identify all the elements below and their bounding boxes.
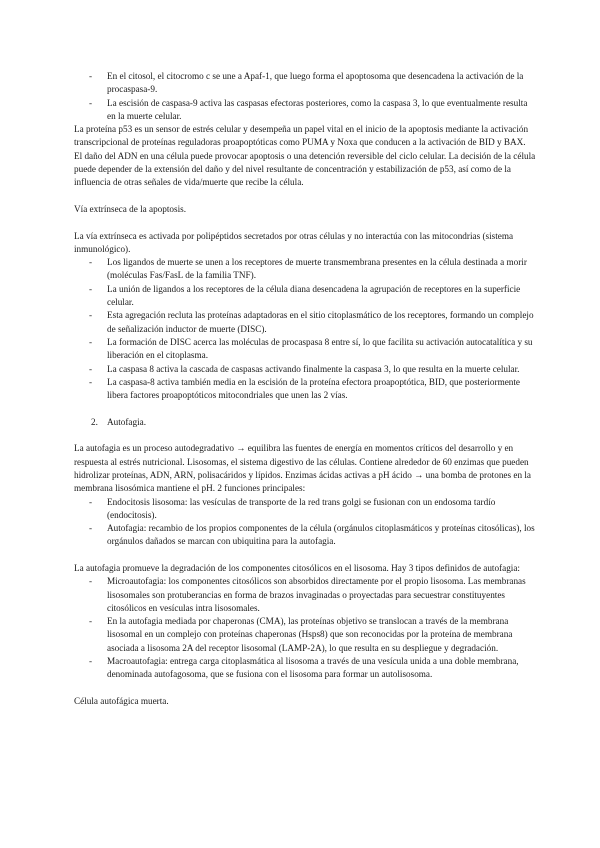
list-item: - La caspasa 8 activa la cascada de caspasas activando finalmente la caspasa 3, lo que resulta en la muerte celular. bbox=[74, 363, 536, 376]
dash-bullet: - bbox=[89, 310, 93, 321]
document-body bbox=[74, 70, 536, 708]
autophagy-types-intro: La autofagia promueve la degradación de los componentes citosólicos en el lisosoma. Hay 3 tipos definidos de autofagia: bbox=[74, 562, 520, 573]
dash-bullet: - bbox=[89, 71, 93, 81]
dash-bullet: - bbox=[89, 656, 93, 667]
dash-bullet: - bbox=[89, 336, 93, 347]
autophagy-intro: La autofagia es un proceso autodegradativo → equilibra las fuentes de energía en momentos críticos del desarrollo y en respuesta al estrés nutricional. Lisosomas, el sistema digestivo de las células. Contiene alrededor de 60 enzimas que pueden hidrolizar proteínas, ADN, ARN, polisacáridos y lípidos. Enzimas ácidas activas a pH ácido → una bomba de protones en la membrana lisosómica mantiene el pH. 2 funciones principales: bbox=[74, 443, 531, 494]
p53-paragraph: La proteína p53 es un sensor de estrés celular y desempeña un papel vital en el inicio de la apoptosis mediante la activación transcripcional de proteínas reguladoras proapoptóticas como PUMA y Noxa que conducen a la activación de BID y BAX. El daño del ADN en una célula puede provocar apoptosis o una detención reversible del ciclo celular. La decisión de la célula puede depender de la extensión del daño y del nivel resultante de concentración y estabilización de p53, así como de la influencia de otras señales de vida/muerte que recibe la célula. bbox=[74, 124, 536, 188]
dash-bullet: - bbox=[89, 283, 93, 294]
section-heading-autofagia: 2. Autofagia. bbox=[91, 416, 147, 427]
lysosome-functions-list bbox=[74, 496, 536, 549]
list-item: - Autofagia: recambio de los propios componentes de la célula (orgánulos citoplasmáticos y proteínas citosólicas), los orgánulos dañados se marcan con ubiquitina para la autofagia. bbox=[89, 523, 535, 547]
caspase-activation-list bbox=[74, 70, 536, 123]
dash-bullet: - bbox=[89, 376, 93, 387]
list-item: - La unión de ligandos a los receptores de la célula diana desencadena la agrupación de receptores en la superficie celular. bbox=[89, 283, 521, 308]
list-item: - Esta agregación recluta las proteínas adaptadoras en el sitio citoplasmático de los receptores, formando un complejo de señalización inductor de muerte (DISC). bbox=[89, 310, 534, 334]
dash-bullet: - bbox=[89, 523, 93, 534]
list-item: - Los ligandos de muerte se unen a los receptores de muerte transmembrana presentes en la célula destinada a morir (moléculas Fas/FasL de la familia TNF). bbox=[89, 257, 527, 281]
final-heading: Célula autofágica muerta. bbox=[74, 695, 169, 706]
extrinsic-heading: Vía extrínseca de la apoptosis. bbox=[74, 203, 186, 214]
list-item: - Endocitosis lisosoma: las vesículas de transporte de la red trans golgi se fusionan con un endosoma tardío (endocitosis). bbox=[89, 496, 496, 520]
dash-bullet: - bbox=[89, 616, 93, 627]
extrinsic-intro: La vía extrínseca es activada por polipéptidos secretados por otras células y no interactúa con las mitocondrias (sistema inmunológico). bbox=[74, 230, 514, 254]
list-item: - En la autofagia mediada por chaperonas (CMA), las proteínas objetivo se translocan a través de la membrana lisosomal en un complejo con proteínas chaperonas (Hsps8) que son reconocidas por la proteína de membrana asociada a lisosoma 2A del receptor lisosomal (LAMP-2A), lo que resulta en su despliegue y degradación. bbox=[89, 616, 513, 653]
autophagy-types-list bbox=[74, 575, 536, 681]
dash-bullet: - bbox=[89, 97, 93, 108]
dash-bullet: - bbox=[89, 257, 93, 268]
list-item: - Macroautofagia: entrega carga citoplasmática al lisosoma a través de una vesícula unida a una doble membrana, denominada autofagosoma, que se fusiona con el lisosoma para formar un autolisosoma. bbox=[89, 656, 519, 680]
dash-bullet: - bbox=[89, 576, 93, 587]
list-item: - La caspasa-8 activa también media en la escisión de la proteína efectora proapoptótica, BID, que posteriormente libera factores proapoptóticos mitocondriales que unen las 2 vías. bbox=[89, 376, 521, 401]
extrinsic-list bbox=[74, 256, 536, 402]
list-item: - En el citosol, el citocromo c se une a Apaf-1, que luego forma el apoptosoma que desencadena la activación de la procaspasa-9. bbox=[89, 71, 524, 95]
list-item: - Microautofagia: los componentes citosólicos son absorbidos directamente por el propio lisosoma. Las membranas lisosomales son protuberancias en forma de brazos invaginadas o proyectadas para secuestrar constituyentes citosólicos en vesículas intra lisosomales. bbox=[89, 576, 526, 613]
list-item: - La formación de DISC acerca las moléculas de procaspasa 8 entre sí, lo que facilita su activación autocatalítica y su liberación en el citoplasma. bbox=[89, 336, 533, 361]
dash-bullet: - bbox=[89, 496, 93, 507]
list-item: - La escisión de caspasa-9 activa las caspasas efectoras posteriores, como la caspasa 3, lo que eventualmente resulta en la muerte celular. bbox=[89, 97, 528, 121]
dash-bullet: - bbox=[89, 363, 93, 374]
